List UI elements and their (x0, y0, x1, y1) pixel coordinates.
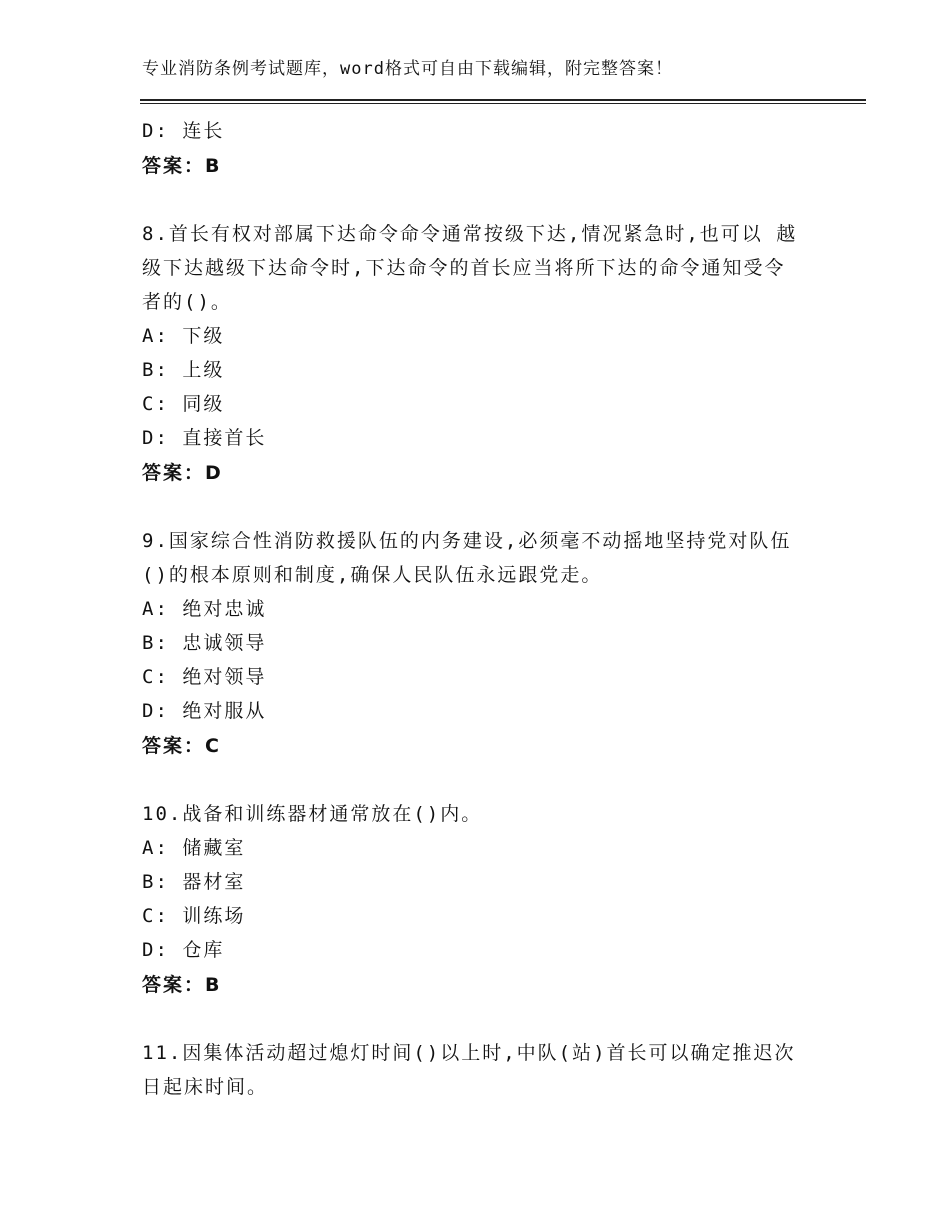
question-8-text-cont: 级下达越级下达命令时,下达命令的首长应当将所下达的命令通知受令 (142, 257, 786, 279)
question-10-option-a: A: 储藏室 (142, 837, 246, 859)
question-9-text: 9.国家综合性消防救援队伍的内务建设,必须毫不动摇地坚持党对队伍 (142, 530, 792, 552)
question-8-text-end: 者的()。 (142, 291, 232, 313)
question-9-answer: 答案：C (142, 735, 221, 757)
question-8-text: 8.首长有权对部属下达命令命令通常按级下达,情况紧急时,也可以 越 (142, 223, 798, 245)
question-9-option-c: C: 绝对领导 (142, 666, 267, 688)
question-10-answer: 答案：B (142, 974, 222, 996)
question-10-option-d: D: 仓库 (142, 939, 225, 961)
answer-line: 答案：B (142, 155, 222, 177)
question-9-text-cont: ()的根本原则和制度,确保人民队伍永远跟党走。 (142, 564, 603, 586)
question-11-text: 11.因集体活动超过熄灯时间()以上时,中队(站)首长可以确定推迟次 (142, 1042, 796, 1064)
header-text: 专业消防条例考试题库，word格式可自由下载编辑，附完整答案！ (142, 59, 673, 79)
question-11-text-cont: 日起床时间。 (142, 1076, 269, 1098)
header-rule-thin (140, 103, 866, 104)
question-10-option-c: C: 训练场 (142, 905, 246, 927)
question-8-option-d: D: 直接首长 (142, 427, 267, 449)
question-8-option-c: C: 同级 (142, 393, 225, 415)
question-8-answer: 答案：D (142, 462, 223, 484)
question-9-option-a: A: 绝对忠诚 (142, 598, 267, 620)
header-rule-thick (140, 99, 866, 101)
question-10-option-b: B: 器材室 (142, 871, 246, 893)
question-9-option-b: B: 忠诚领导 (142, 632, 267, 654)
option-d: D: 连长 (142, 120, 225, 142)
question-10-text: 10.战备和训练器材通常放在()内。 (142, 803, 483, 825)
question-8-option-b: B: 上级 (142, 359, 225, 381)
question-9-option-d: D: 绝对服从 (142, 700, 267, 722)
question-8-option-a: A: 下级 (142, 325, 225, 347)
